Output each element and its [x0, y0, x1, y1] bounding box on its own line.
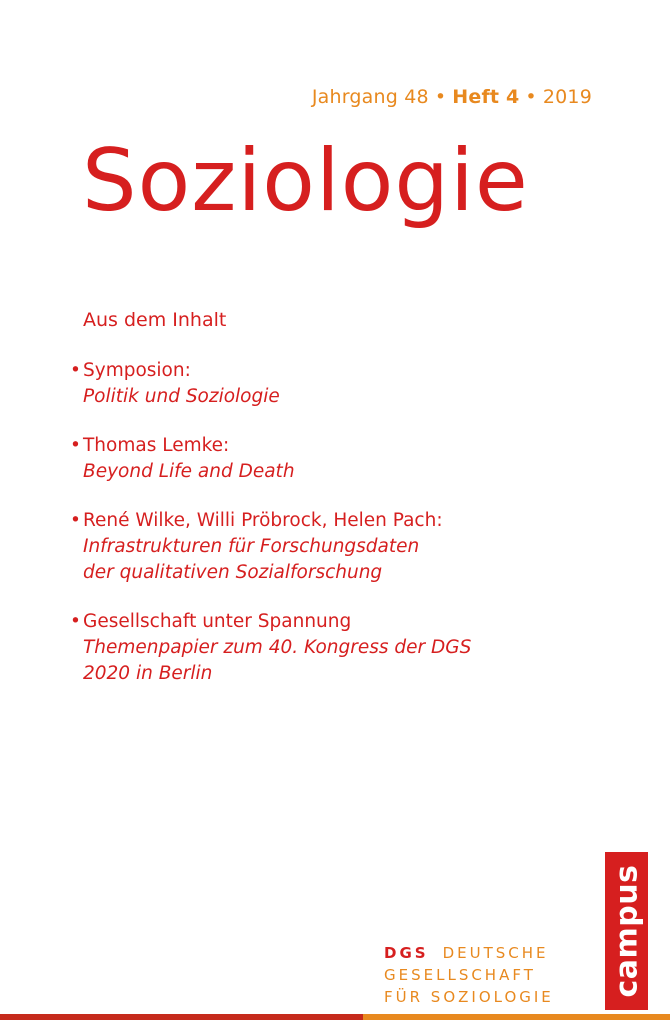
issue-year: 2019 — [542, 86, 592, 108]
publisher-name: campus — [609, 864, 644, 998]
issue-number: Heft 4 — [452, 86, 520, 108]
item-author: Symposion: — [83, 360, 191, 381]
footer-rule-orange — [363, 1014, 670, 1020]
society-name-line-2: GESELLSCHAFT — [384, 966, 536, 984]
publisher-logo — [605, 852, 648, 1010]
footer-rule-red — [0, 1014, 363, 1020]
society-abbreviation: DGS — [384, 944, 429, 962]
separator-dot: • — [525, 86, 537, 108]
society-logo — [384, 942, 554, 1008]
contents-item — [70, 508, 610, 586]
bullet: • — [70, 510, 81, 531]
bullet: • — [70, 611, 81, 632]
item-subtitle: Politik und Soziologie — [83, 386, 280, 407]
separator-dot: • — [434, 86, 447, 108]
issue-info — [312, 86, 592, 108]
item-author: Thomas Lemke: — [83, 435, 230, 456]
item-subtitle: der qualitativen Sozialforschung — [83, 562, 383, 583]
contents-list — [70, 358, 610, 710]
contents-item — [70, 358, 610, 410]
bullet: • — [70, 360, 81, 381]
contents-heading: Aus dem Inhalt — [83, 309, 227, 331]
society-logo-line-1 — [384, 942, 554, 964]
society-name-line-1: DEUTSCHE — [442, 944, 549, 962]
item-author: Gesellschaft unter Spannung — [83, 611, 352, 632]
item-author: René Wilke, Willi Pröbrock, Helen Pach: — [83, 510, 443, 531]
society-name-line-3: FÜR SOZIOLOGIE — [384, 988, 554, 1006]
item-subtitle: Infrastrukturen für Forschungsdaten — [83, 536, 420, 557]
bullet: • — [70, 435, 81, 456]
contents-item — [70, 433, 610, 485]
journal-title: Soziologie — [82, 131, 529, 231]
item-subtitle: 2020 in Berlin — [83, 663, 213, 684]
footer-rule — [0, 1010, 670, 1020]
item-subtitle: Themenpapier zum 40. Kongress der DGS — [83, 637, 472, 658]
contents-item — [70, 609, 610, 687]
volume-label: Jahrgang 48 — [311, 86, 429, 108]
item-subtitle: Beyond Life and Death — [83, 461, 295, 482]
